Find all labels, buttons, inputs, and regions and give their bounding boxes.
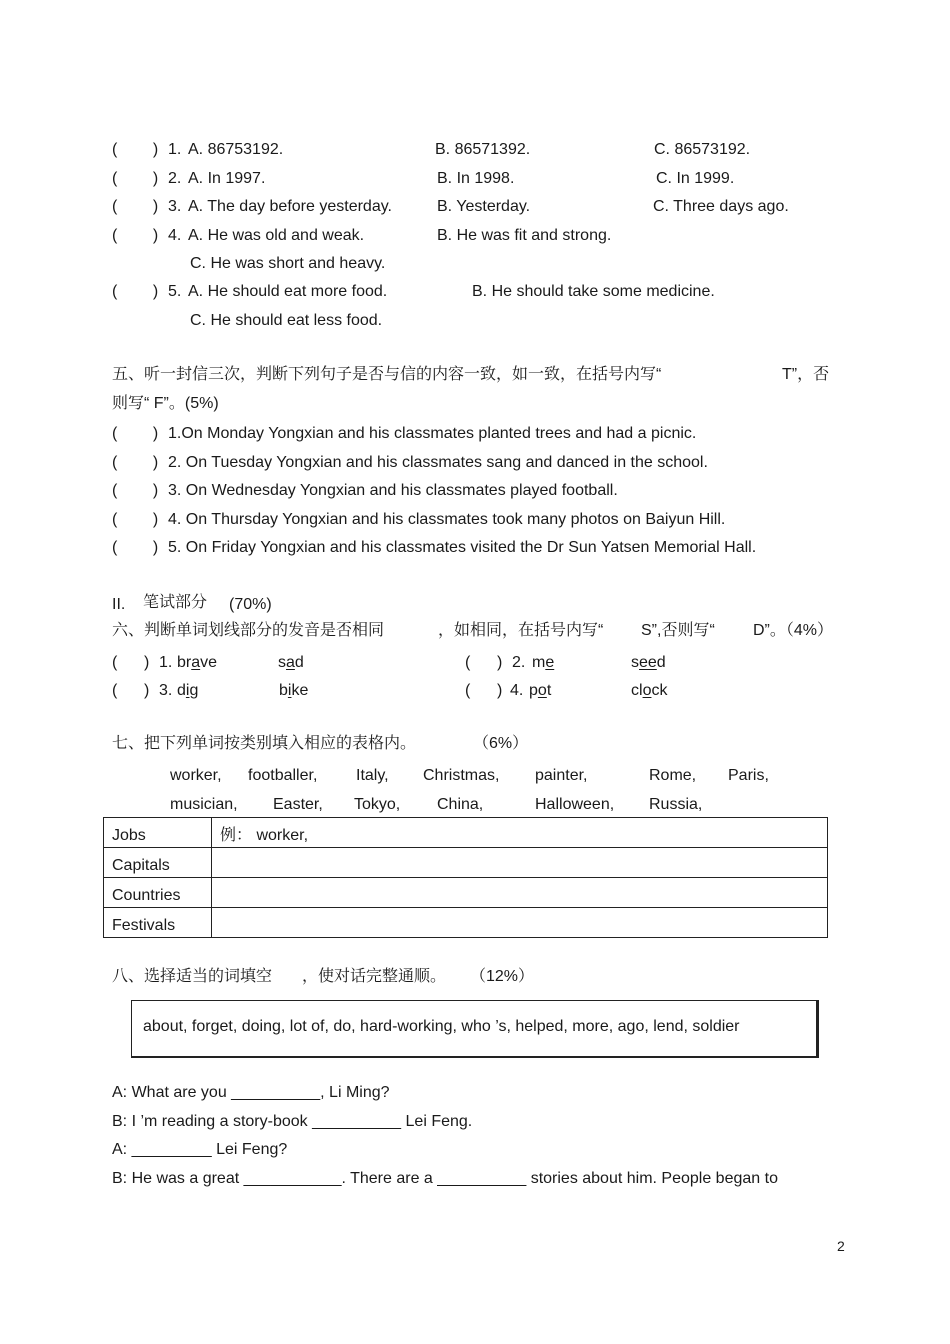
section-8-instruction: ，使对话完整通顺。 <box>302 968 447 985</box>
section-5-instruction-end: T”，否 <box>782 366 830 383</box>
section-6-instruction: D”。（4%） <box>753 622 834 639</box>
section-6-instruction: ，如相同，在括号内写“ <box>438 622 604 639</box>
word-1: brave <box>177 654 218 671</box>
dialogue-line: B: I ’m reading a story-book __________ Lei Feng. <box>112 1113 473 1130</box>
option-b: B. He was fit and strong. <box>437 227 612 244</box>
answer-bracket[interactable]: ( ) <box>465 654 503 671</box>
word-2: seed <box>631 654 666 671</box>
question-number: 5. <box>168 283 182 300</box>
dialogue-line: B: He was a great ___________. There are a __________ stories about him. People began to <box>112 1170 778 1187</box>
word-bank-word: Rome, <box>649 767 697 784</box>
word-box-text: about, forget, doing, lot of, do, hard-working, who ’s, helped, more, ago, lend, soldier <box>143 1018 740 1035</box>
category-label: Countries <box>104 878 212 908</box>
category-label: Festivals <box>104 908 212 938</box>
category-answer-cell[interactable] <box>212 908 828 938</box>
answer-bracket[interactable]: ( ) <box>112 170 159 187</box>
question-number: 1. <box>168 141 182 158</box>
word-bank-word: musician, <box>170 796 238 813</box>
option-a: A. He was old and weak. <box>188 227 365 244</box>
question-number: 3. <box>159 682 173 699</box>
option-a: A. In 1997. <box>188 170 266 187</box>
option-c: C. 86573192. <box>654 141 751 158</box>
question-number: 4. <box>510 682 524 699</box>
option-c: C. He should eat less food. <box>190 312 383 329</box>
word-bank-word: Tokyo, <box>354 796 401 813</box>
option-a: A. The day before yesterday. <box>188 198 392 215</box>
section-5-instruction-line2: 则写“ F”。(5%) <box>112 395 219 412</box>
word-bank-word: Christmas, <box>423 767 500 784</box>
option-c: C. In 1999. <box>656 170 735 187</box>
answer-bracket[interactable]: ( ) <box>112 539 159 556</box>
part-percent: (70%) <box>229 596 272 613</box>
word-bank-word: painter, <box>535 767 588 784</box>
answer-bracket[interactable]: ( ) <box>112 511 159 528</box>
answer-bracket[interactable]: ( ) <box>112 227 159 244</box>
section-6-instruction: S”,否则写“ <box>641 622 715 639</box>
true-false-item: 1.On Monday Yongxian and his classmates planted trees and had a picnic. <box>168 425 697 442</box>
part-title: 笔试部分 <box>143 594 208 611</box>
word-bank-word: worker, <box>170 767 222 784</box>
option-c: C. Three days ago. <box>653 198 789 215</box>
true-false-item: 5. On Friday Yongxian and his classmates visited the Dr Sun Yatsen Memorial Hall. <box>168 539 757 556</box>
table-row <box>104 908 828 938</box>
category-label: Jobs <box>104 818 212 848</box>
question-number: 2. <box>512 654 526 671</box>
answer-bracket[interactable]: ( ) <box>112 654 150 671</box>
answer-bracket[interactable]: ( ) <box>112 682 150 699</box>
word-1: pot <box>529 682 552 699</box>
question-number: 2. <box>168 170 182 187</box>
word-2: bike <box>279 682 309 699</box>
section-6-instruction: 六、判断单词划线部分的发音是否相同 <box>112 622 385 639</box>
true-false-item: 4. On Thursday Yongxian and his classmates took many photos on Baiyun Hill. <box>168 511 726 528</box>
answer-bracket[interactable]: ( ) <box>112 425 159 442</box>
section-8-instruction: 八、选择适当的词填空 <box>112 968 273 985</box>
category-answer-cell[interactable] <box>212 878 828 908</box>
answer-bracket[interactable]: ( ) <box>112 454 159 471</box>
word-bank-word: Halloween, <box>535 796 615 813</box>
word-bank-word: footballer, <box>248 767 318 784</box>
option-b: B. In 1998. <box>437 170 515 187</box>
option-c: C. He was short and heavy. <box>190 255 386 272</box>
answer-bracket[interactable]: ( ) <box>112 198 159 215</box>
dialogue-line: A: _________ Lei Feng? <box>112 1141 288 1158</box>
section-8-percent: （12%） <box>470 968 535 985</box>
page-number: 2 <box>837 1238 845 1254</box>
answer-bracket[interactable]: ( ) <box>465 682 503 699</box>
word-1: dig <box>177 682 199 699</box>
word-bank-word: Easter, <box>273 796 323 813</box>
word-bank-word: Paris, <box>728 767 769 784</box>
word-bank-word: China, <box>437 796 484 813</box>
answer-bracket[interactable]: ( ) <box>112 141 159 158</box>
category-table <box>103 817 828 938</box>
word-2: clock <box>631 682 668 699</box>
category-answer-cell[interactable]: 例： worker, <box>212 818 828 848</box>
question-number: 4. <box>168 227 182 244</box>
true-false-item: 3. On Wednesday Yongxian and his classmates played football. <box>168 482 618 499</box>
table-row <box>104 848 828 878</box>
part-label: II. <box>112 596 126 613</box>
option-a: A. 86753192. <box>188 141 284 158</box>
option-b: B. 86571392. <box>435 141 531 158</box>
section-5-instruction: 五、听一封信三次，判断下列句子是否与信的内容一致，如一致，在括号内写“ <box>112 366 662 383</box>
option-b: B. Yesterday. <box>437 198 531 215</box>
answer-bracket[interactable]: ( ) <box>112 482 159 499</box>
section-7-percent: （6%） <box>473 735 529 752</box>
answer-bracket[interactable]: ( ) <box>112 283 159 300</box>
word-box <box>131 1000 819 1058</box>
option-a: A. He should eat more food. <box>188 283 388 300</box>
category-answer-cell[interactable] <box>212 848 828 878</box>
category-label: Capitals <box>104 848 212 878</box>
question-number: 1. <box>159 654 173 671</box>
word-bank-word: Italy, <box>356 767 389 784</box>
word-2: sad <box>278 654 304 671</box>
word-bank-word: Russia, <box>649 796 703 813</box>
word-1: me <box>532 654 555 671</box>
dialogue-line: A: What are you __________, Li Ming? <box>112 1084 390 1101</box>
section-7-instruction: 七、把下列单词按类别填入相应的表格内。 <box>112 735 417 752</box>
table-row <box>104 878 828 908</box>
table-row <box>104 818 828 848</box>
option-b: B. He should take some medicine. <box>472 283 715 300</box>
true-false-item: 2. On Tuesday Yongxian and his classmates sang and danced in the school. <box>168 454 708 471</box>
question-number: 3. <box>168 198 182 215</box>
